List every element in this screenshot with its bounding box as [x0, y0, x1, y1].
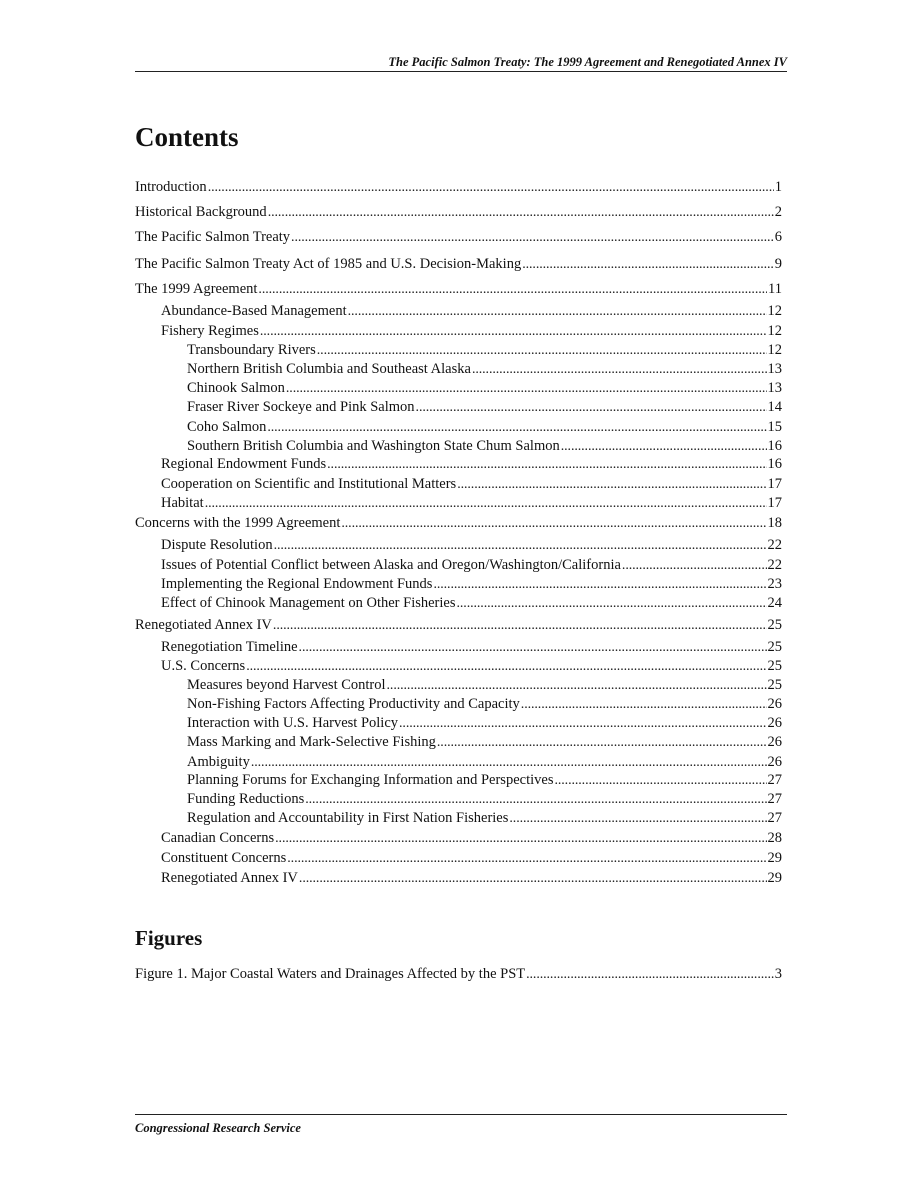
- dot-leader: [327, 455, 766, 474]
- dot-leader: [457, 594, 767, 613]
- toc-entry-label: Abundance-Based Management: [161, 303, 347, 319]
- toc-entry-page: 17: [767, 476, 782, 492]
- toc-entry-label: Renegotiated Annex IV: [135, 617, 272, 633]
- toc-entry-page: 14: [767, 399, 782, 415]
- toc-entry[interactable]: [135, 302, 782, 320]
- toc-entry-page: 28: [767, 830, 782, 846]
- toc-entry-label: Implementing the Regional Endowment Funds: [161, 576, 433, 592]
- toc-entry-label: Transboundary Rivers: [187, 342, 316, 358]
- toc-entry-label: Cooperation on Scientific and Institutional Matters: [161, 476, 457, 492]
- toc-entry-page: 11: [768, 281, 782, 297]
- toc-entry[interactable]: [135, 398, 782, 416]
- dot-leader: [299, 869, 767, 888]
- toc-entry[interactable]: [135, 771, 782, 789]
- toc-entry-page: 17: [767, 495, 782, 511]
- toc-entry[interactable]: [135, 475, 782, 493]
- figures-title: Figures: [135, 926, 203, 950]
- dot-leader: [317, 341, 767, 360]
- toc-entry[interactable]: [135, 280, 782, 298]
- running-footer: Congressional Research Service: [135, 1121, 301, 1135]
- toc-entry-page: 29: [767, 850, 782, 866]
- toc-entry-label: Canadian Concerns: [161, 830, 275, 846]
- figure-entry[interactable]: [135, 965, 782, 983]
- toc-entry-page: 29: [767, 870, 782, 886]
- toc-entry[interactable]: [135, 322, 782, 340]
- dot-leader: [561, 437, 767, 456]
- toc-entry-label: U.S. Concerns: [161, 658, 246, 674]
- toc-entry-page: 2: [774, 204, 782, 220]
- toc-entry-page: 16: [767, 438, 782, 454]
- toc-entry[interactable]: [135, 869, 782, 887]
- dot-leader: [348, 302, 767, 321]
- dot-leader: [433, 575, 766, 594]
- toc-entry-page: 15: [767, 419, 782, 435]
- toc-entry[interactable]: [135, 657, 782, 675]
- dot-leader: [341, 514, 766, 533]
- dot-leader: [522, 255, 774, 274]
- toc-entry-page: 27: [767, 772, 782, 788]
- toc-entry[interactable]: [135, 341, 782, 359]
- toc-entry-page: 25: [767, 658, 782, 674]
- toc-entry-label: Concerns with the 1999 Agreement: [135, 515, 341, 531]
- toc-entry[interactable]: [135, 849, 782, 867]
- toc-entry[interactable]: [135, 228, 782, 246]
- toc-entry[interactable]: [135, 536, 782, 554]
- dot-leader: [509, 809, 766, 828]
- toc-entry-label: Habitat: [161, 495, 204, 511]
- dot-leader: [416, 398, 767, 417]
- toc-entry-label: Interaction with U.S. Harvest Policy: [187, 715, 399, 731]
- toc-entry-label: Historical Background: [135, 204, 267, 220]
- header-rule: [135, 71, 787, 72]
- dot-leader: [260, 322, 767, 341]
- toc-entry-page: 22: [767, 537, 782, 553]
- footer-rule: [135, 1114, 787, 1115]
- toc-entry-label: Planning Forums for Exchanging Information and Perspectives: [187, 772, 554, 788]
- toc-entry[interactable]: [135, 676, 782, 694]
- toc-entry-label: Non-Fishing Factors Affecting Productivity and Capacity: [187, 696, 520, 712]
- toc-entry-label: Northern British Columbia and Southeast Alaska: [187, 361, 471, 377]
- toc-entry-page: 23: [767, 576, 782, 592]
- toc-entry-label: The 1999 Agreement: [135, 281, 258, 297]
- toc-entry-page: 12: [767, 303, 782, 319]
- toc-entry[interactable]: [135, 556, 782, 574]
- toc-entry-label: The Pacific Salmon Treaty Act of 1985 and U.S. Decision-Making: [135, 256, 522, 272]
- toc-entry[interactable]: [135, 437, 782, 455]
- toc-entry-page: 16: [767, 456, 782, 472]
- toc-entry[interactable]: [135, 594, 782, 612]
- dot-leader: [286, 379, 767, 398]
- dot-leader: [554, 771, 766, 790]
- toc-entry-label: Constituent Concerns: [161, 850, 287, 866]
- toc-entry-label: Fishery Regimes: [161, 323, 259, 339]
- toc-entry-label: Figure 1. Major Coastal Waters and Drainages Affected by the PST: [135, 966, 526, 982]
- toc-entry[interactable]: [135, 809, 782, 827]
- toc-entry-page: 13: [767, 361, 782, 377]
- dot-leader: [246, 657, 766, 676]
- toc-entry[interactable]: [135, 360, 782, 378]
- running-header: The Pacific Salmon Treaty: The 1999 Agreement and Renegotiated Annex IV: [388, 55, 787, 69]
- toc-entry-page: 24: [767, 595, 782, 611]
- dot-leader: [305, 790, 766, 809]
- dot-leader: [273, 616, 767, 635]
- toc-entry-label: Dispute Resolution: [161, 537, 273, 553]
- toc-entry-page: 22: [767, 557, 782, 573]
- dot-leader: [258, 280, 767, 299]
- dot-leader: [457, 475, 766, 494]
- toc-entry-page: 25: [767, 639, 782, 655]
- toc-entry-page: 9: [774, 256, 782, 272]
- toc-entry-page: 26: [767, 696, 782, 712]
- toc-entry-page: 27: [767, 810, 782, 826]
- dot-leader: [399, 714, 766, 733]
- toc-entry-label: Introduction: [135, 179, 207, 195]
- dot-leader: [274, 536, 767, 555]
- toc-entry[interactable]: [135, 455, 782, 473]
- toc-entry-label: Renegotiated Annex IV: [161, 870, 298, 886]
- toc-entry-page: 12: [767, 323, 782, 339]
- toc-entry[interactable]: [135, 178, 782, 196]
- toc-entry-page: 26: [767, 715, 782, 731]
- dot-leader: [287, 849, 766, 868]
- toc-entry[interactable]: [135, 714, 782, 732]
- toc-entry[interactable]: [135, 379, 782, 397]
- dot-leader: [472, 360, 767, 379]
- toc-entry-page: 26: [767, 734, 782, 750]
- toc-entry-label: Measures beyond Harvest Control: [187, 677, 386, 693]
- toc-entry[interactable]: [135, 733, 782, 751]
- dot-leader: [268, 203, 774, 222]
- toc-entry-label: Regional Endowment Funds: [161, 456, 327, 472]
- toc-entry-label: Coho Salmon: [187, 419, 267, 435]
- toc-entry[interactable]: [135, 638, 782, 656]
- toc-entry-page: 25: [767, 617, 782, 633]
- dot-leader: [387, 676, 767, 695]
- toc-entry-page: 18: [767, 515, 782, 531]
- toc-entry[interactable]: [135, 829, 782, 847]
- toc-entry-page: 25: [767, 677, 782, 693]
- dot-leader: [205, 494, 767, 513]
- dot-leader: [526, 965, 774, 984]
- toc-entry[interactable]: [135, 695, 782, 713]
- toc-entry-label: Fraser River Sockeye and Pink Salmon: [187, 399, 415, 415]
- dot-leader: [208, 178, 774, 197]
- toc-entry-label: Renegotiation Timeline: [161, 639, 298, 655]
- toc-entry[interactable]: [135, 753, 782, 771]
- dot-leader: [521, 695, 767, 714]
- dot-leader: [622, 556, 767, 575]
- toc-entry[interactable]: [135, 616, 782, 634]
- toc-entry-label: Ambiguity: [187, 754, 250, 770]
- toc-entry-label: Southern British Columbia and Washington State Chum Salmon: [187, 438, 560, 454]
- toc-entry[interactable]: [135, 575, 782, 593]
- dot-leader: [437, 733, 767, 752]
- toc-entry-page: 12: [767, 342, 782, 358]
- toc-entry-label: Funding Reductions: [187, 791, 305, 807]
- toc-entry[interactable]: [135, 514, 782, 532]
- toc-entry-label: Chinook Salmon: [187, 380, 285, 396]
- toc-entry-page: 6: [774, 229, 782, 245]
- toc-entry-label: Regulation and Accountability in First Nation Fisheries: [187, 810, 509, 826]
- toc-entry[interactable]: [135, 255, 782, 273]
- dot-leader: [291, 228, 774, 247]
- toc-entry-page: 3: [774, 966, 782, 982]
- dot-leader: [251, 753, 767, 772]
- dot-leader: [267, 418, 766, 437]
- toc-entry[interactable]: [135, 203, 782, 221]
- toc-entry-page: 1: [774, 179, 782, 195]
- toc-entry[interactable]: [135, 418, 782, 436]
- toc-entry-page: 13: [767, 380, 782, 396]
- toc-entry-label: Mass Marking and Mark-Selective Fishing: [187, 734, 436, 750]
- dot-leader: [275, 829, 766, 848]
- toc-entry-label: Issues of Potential Conflict between Alaska and Oregon/Washington/California: [161, 557, 621, 573]
- toc-entry[interactable]: [135, 494, 782, 512]
- toc-entry-page: 27: [767, 791, 782, 807]
- dot-leader: [299, 638, 767, 657]
- toc-entry[interactable]: [135, 790, 782, 808]
- toc-entry-page: 26: [767, 754, 782, 770]
- contents-title: Contents: [135, 122, 239, 152]
- toc-entry-label: Effect of Chinook Management on Other Fisheries: [161, 595, 456, 611]
- toc-entry-label: The Pacific Salmon Treaty: [135, 229, 291, 245]
